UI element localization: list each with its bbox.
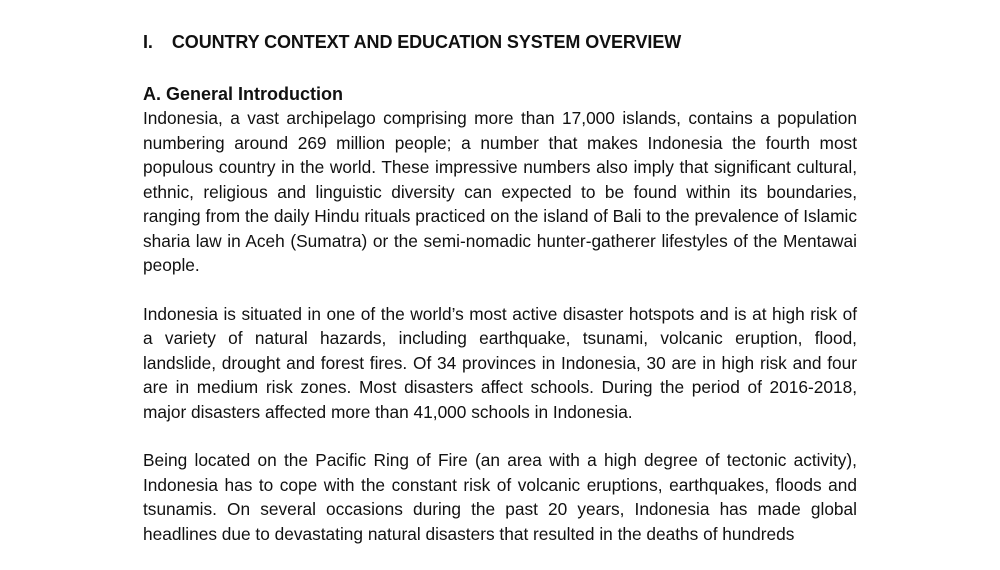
paragraph-ring-of-fire: Being located on the Pacific Ring of Fire (an area with a high degree of tectonic activity), Indonesia has to cope with the constant risk of volcanic eruptions, earthquakes, floods and tsunamis. On several occasions during the past 20 years, Indonesia has made global headlines due to devastating natural disasters that resulted in the deaths of hundreds	[143, 450, 857, 544]
section-number: I.	[143, 32, 153, 52]
subsection-heading: A. General Introduction	[143, 84, 344, 104]
paragraph-introduction: Indonesia, a vast archipelago comprising more than 17,000 islands, contains a population numbering around 269 million people; a number that makes Indonesia the fourth most populous country in the world. These impressive numbers also imply that significant cultural, ethnic, religious and linguistic diversity can expected to be found within its boundaries, ranging from the daily Hindu rituals practiced on the island of Bali to the prevalence of Islamic sharia law in Aceh (Sumatra) or the semi-nomadic hunter-gatherer lifestyles of the Mentawai people.	[143, 108, 857, 275]
section-heading	[143, 30, 857, 54]
paragraph-disaster-hotspots: Indonesia is situated in one of the world’s most active disaster hotspots and is at high risk of a variety of natural hazards, including earthquake, tsunami, volcanic eruption, flood, landslide, drought and forest fires. Of 34 provinces in Indonesia, 30 are in high risk and four are in medium risk zones. Most disasters affect schools. During the period of 2016-2018, major disasters affected more than 41,000 schools in Indonesia.	[143, 303, 857, 422]
section-title: COUNTRY CONTEXT AND EDUCATION SYSTEM OVERVIEW	[171, 32, 682, 52]
document-page	[143, 30, 857, 570]
